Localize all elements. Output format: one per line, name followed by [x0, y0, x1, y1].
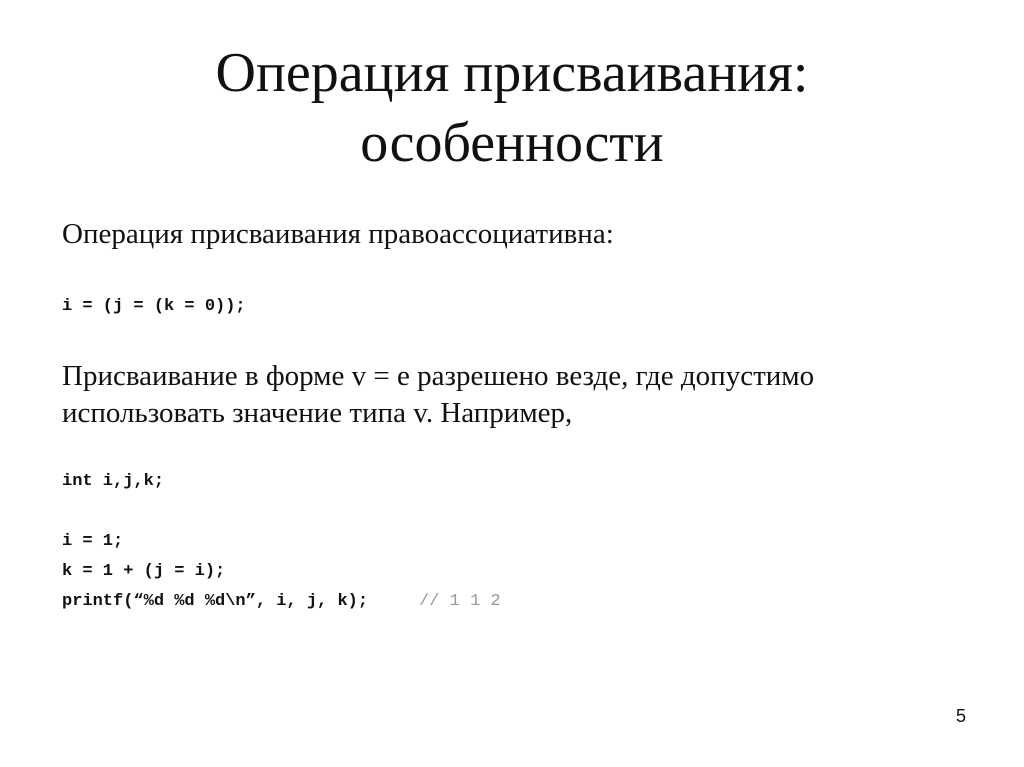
slide-title-line-1: Операция присваивания: [215, 42, 809, 104]
code-example-2-body [62, 527, 501, 617]
code-line-assign-k: k = 1 + (j = i); [62, 562, 226, 581]
slide-title-line-2: особенности [360, 112, 664, 174]
slide-title [0, 38, 1024, 178]
code-comment: // 1 1 2 [419, 592, 501, 611]
assignment-form-text-line-2: использовать значение типа v. Например, [62, 397, 573, 429]
code-example-1: i = (j = (k = 0)); [62, 297, 246, 316]
page-number: 5 [955, 706, 966, 726]
assignment-form-text [62, 358, 982, 432]
code-line-printf: printf(“%d %d %d\n”, i, j, k); [62, 592, 369, 611]
assignment-form-text-line-1: Присваивание в форме v = e разрешено везде, где допустимо [62, 360, 815, 392]
right-associativity-text: Операция присваивания правоассоциативна: [62, 218, 614, 250]
code-line-assign-i: i = 1; [62, 532, 124, 551]
code-example-2-declaration: int i,j,k; [62, 472, 165, 491]
